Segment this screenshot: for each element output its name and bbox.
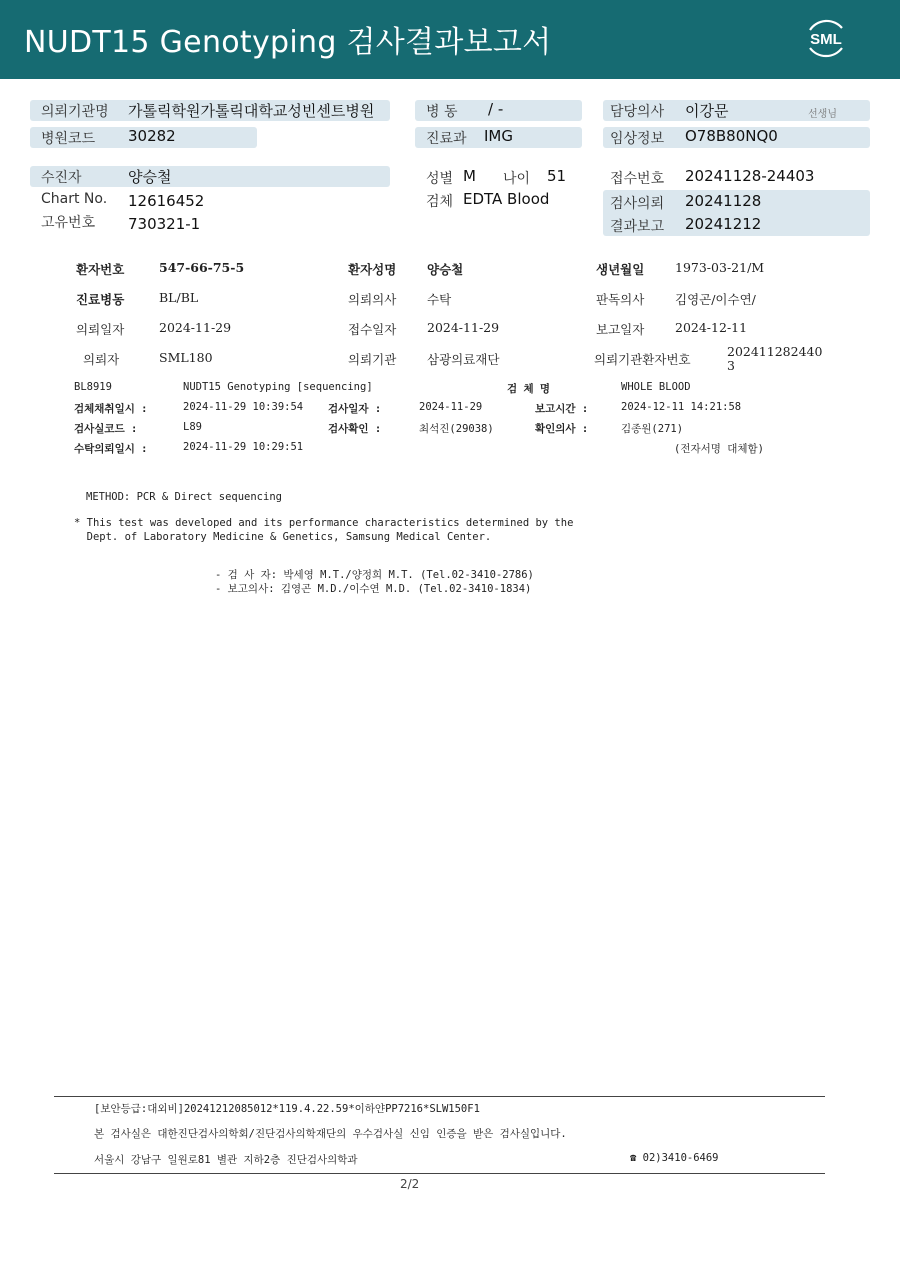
age-value: 51 [547,167,567,185]
collection-time-label: 검체채취일시 : [74,403,148,415]
ward-detail-label: 진료병동 [76,292,125,307]
patient-name-label: 환자성명 [348,262,397,277]
report-date-detail-value: 2024-12-11 [675,320,748,335]
footer-bottom-divider [54,1173,825,1174]
ward-detail-value: BL/BL [159,290,199,305]
phone-icon [630,1152,719,1164]
specimen-name-value: WHOLE BLOOD [621,381,691,393]
phone-number: ☎ 02)3410-6469 [630,1152,719,1164]
ward-label: 병 동 [426,104,458,120]
report-title: NUDT15 Genotyping 검사결과보고서 [24,25,552,60]
requesting-doctor-label: 의뢰의사 [348,292,397,307]
test-code: BL8919 [74,381,112,393]
unique-id-label: 고유번호 [41,215,96,231]
collection-time-value: 2024-11-29 10:39:54 [183,401,304,413]
request-date-detail-value: 2024-11-29 [159,320,232,335]
receipt-no-value: 20241128-24403 [685,167,815,185]
tester-line: - 검 사 자: 박세영 M.T./양정희 M.T. (Tel.02-3410-2786) [215,569,534,581]
requesting-institution-label: 의뢰기관 [348,352,397,367]
sex-value: M [463,167,476,185]
reading-doctor-label: 판독의사 [596,292,645,307]
certification-line: 본 검사실은 대한진단검사의학회/진단검사의학재단의 우수검사실 신임 인증을 받은 검사실입니다. [94,1128,567,1140]
patient-row [30,166,390,187]
dob-label: 생년월일 [596,262,645,277]
patient-value: 양승철 [128,168,172,186]
confirming-physician-label: 확인의사 : [535,423,589,435]
request-date-value: 20241128 [685,192,762,210]
test-confirm-value: 최석진(29038) [419,423,494,435]
report-header [0,0,900,79]
receipt-date-label: 접수일자 [348,322,397,337]
footer-top-divider [54,1096,825,1097]
institution-patient-no-value-2: 3 [727,358,735,373]
sex-label: 성별 [426,171,454,187]
request-date-label: 검사의뢰 [610,196,665,212]
dob-value: 1973-03-21/M [675,260,765,275]
chart-no-label: Chart No. [41,191,108,207]
disclaimer-line-1: * This test was developed and its performance characteristics determined by the [74,517,574,529]
specimen-value: EDTA Blood [463,190,550,208]
specimen-name-label: 검 체 명 [507,383,551,395]
test-date-label: 검사일자 : [328,403,382,415]
ward-value: / - [488,100,504,118]
patient-name-value: 양승철 [427,262,464,277]
institution-label: 의뢰기관명 [41,104,109,120]
doctor-suffix: 선생님 [808,109,837,120]
sml-logo [802,14,850,62]
unique-id-value: 730321-1 [128,215,201,233]
confirming-physician-value: 김종원(271) [621,423,684,435]
reading-doctor-value: 김영곤/이수연/ [675,292,756,307]
hospital-code-label: 병원코드 [41,131,96,147]
report-date-label: 결과보고 [610,219,665,235]
logo-text: SML [810,31,842,48]
institution-patient-no-label: 의뢰기관환자번호 [594,352,691,367]
institution-patient-no-value-1: 202411282440 [727,344,823,359]
receipt-no-label: 접수번호 [610,171,665,187]
receipt-date-value: 2024-11-29 [427,320,500,335]
specimen-label: 검체 [426,194,454,210]
security-line: [보안등급:대외비]20241212085012*119.4.22.59*이하얀PP7216*SLW150F1 [94,1103,480,1115]
requester-label: 의뢰자 [83,352,120,367]
reporter-line: - 보고의사: 김영곤 M.D./이수연 M.D. (Tel.02-3410-1834) [215,583,532,595]
doctor-value: 이강문 [685,102,729,120]
consignment-time-label: 수탁의뢰일시 : [74,443,148,455]
report-time-label: 보고시간 : [535,403,589,415]
clinical-info-value: O78B80NQ0 [685,127,778,145]
method-text: METHOD: PCR & Direct sequencing [86,491,282,503]
page-number: 2/2 [400,1177,420,1191]
requester-value: SML180 [159,350,213,365]
lab-code-value: L89 [183,421,202,433]
chart-no-value: 12616452 [128,192,205,210]
test-confirm-label: 검사확인 : [328,423,382,435]
disclaimer-line-2: Dept. of Laboratory Medicine & Genetics, Samsung Medical Center. [74,531,492,543]
address-line: 서울시 강남구 일원로81 별관 지하2층 진단검사의학과 [94,1154,358,1166]
report-date-value: 20241212 [685,215,762,233]
patient-id-label: 환자번호 [76,262,125,277]
lab-code-label: 검사실코드 : [74,423,138,435]
department-value: IMG [484,127,513,145]
patient-id-value: 547-66-75-5 [159,260,245,275]
request-date-detail-label: 의뢰일자 [76,322,125,337]
doctor-label: 담당의사 [610,104,665,120]
test-date-value: 2024-11-29 [419,401,483,413]
test-name: NUDT15 Genotyping [sequencing] [183,381,373,393]
e-signature-note: (전자서명 대체함) [674,443,764,455]
clinical-info-label: 임상정보 [610,131,665,147]
report-time-value: 2024-12-11 14:21:58 [621,401,742,413]
department-label: 진료과 [426,131,467,147]
hospital-code-value: 30282 [128,127,176,145]
requesting-doctor-value: 수탁 [427,292,452,307]
requesting-institution-value: 삼광의료재단 [427,352,500,367]
age-label: 나이 [503,171,531,187]
institution-value: 가톨릭학원가톨릭대학교성빈센트병원 [128,102,375,120]
patient-label: 수진자 [41,170,82,186]
report-date-detail-label: 보고일자 [596,322,645,337]
consignment-time-value: 2024-11-29 10:29:51 [183,441,304,453]
